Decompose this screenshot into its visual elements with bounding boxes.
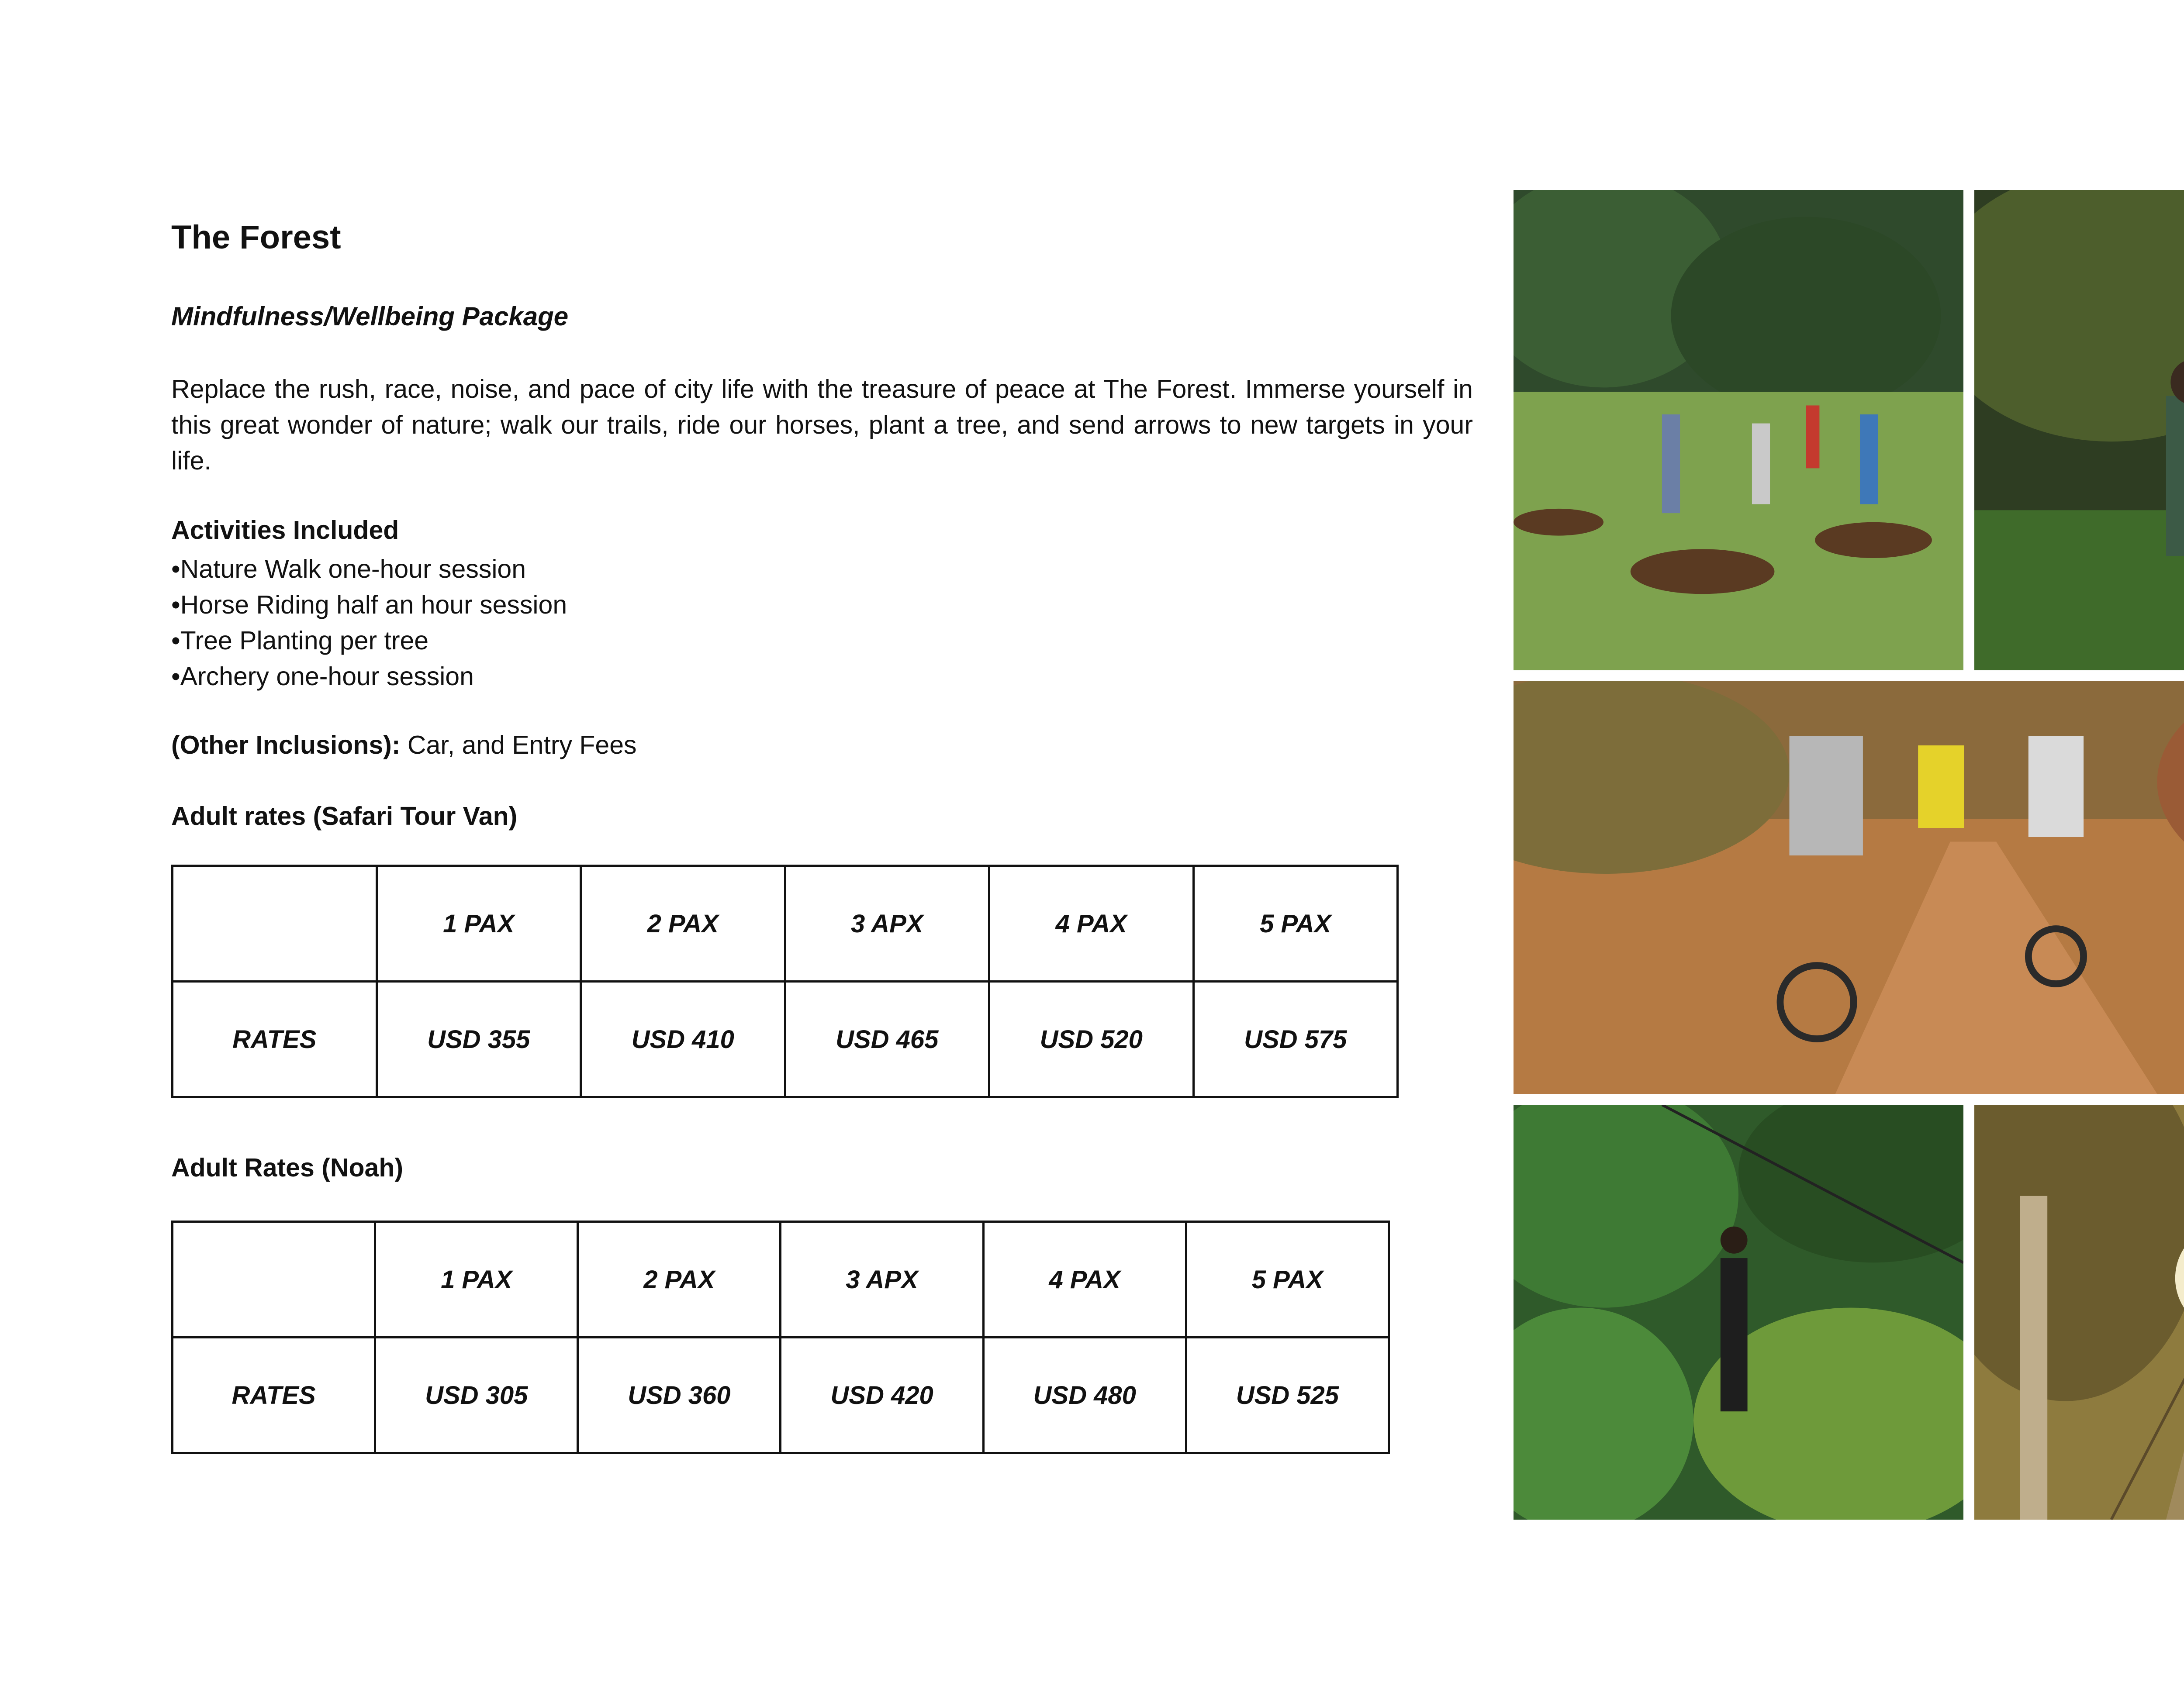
canopy-bridge-photo xyxy=(1974,1105,2184,1520)
table-header-row xyxy=(173,1222,1389,1338)
table-cell: USD 520 xyxy=(989,982,1194,1097)
table-cell: USD 465 xyxy=(785,982,989,1097)
other-inclusions-value: Car, and Entry Fees xyxy=(400,731,637,759)
list-item: •Archery one-hour session xyxy=(171,662,474,691)
table-cell: USD 355 xyxy=(377,982,581,1097)
table-row xyxy=(173,982,1398,1097)
table-cell: 3 APX xyxy=(781,1222,983,1338)
list-item: •Horse Riding half an hour session xyxy=(171,590,567,619)
table-cell: USD 525 xyxy=(1186,1338,1389,1453)
table-cell: 2 PAX xyxy=(578,1222,781,1338)
list-item: •Nature Walk one-hour session xyxy=(171,555,526,583)
table-cell: USD 360 xyxy=(578,1338,781,1453)
row-label: RATES xyxy=(173,982,377,1097)
cycling-photo xyxy=(1514,681,2184,1094)
intro-paragraph: Replace the rush, race, noise, and pace of city life with the treasure of peace at The Forest. Immerse yourself in this great wonder of nature; walk our trails, ride our horses, plant a tree, and send arrows to new targets in your life. xyxy=(171,375,1473,475)
zipline-photo xyxy=(1514,1105,1963,1520)
table-cell: USD 480 xyxy=(983,1338,1186,1453)
table-cell: 1 PAX xyxy=(375,1222,578,1338)
table-cell: USD 305 xyxy=(375,1338,578,1453)
table-header-row xyxy=(173,866,1398,982)
tree-planting-photo xyxy=(1514,190,1963,670)
table-cell: USD 410 xyxy=(581,982,785,1097)
noah-rates-heading: Adult Rates (Noah) xyxy=(171,1153,403,1182)
activities-heading: Activities Included xyxy=(171,516,399,545)
table-cell xyxy=(173,866,377,982)
table-cell: 1 PAX xyxy=(377,866,581,982)
table-cell: 4 PAX xyxy=(983,1222,1186,1338)
table-cell: USD 420 xyxy=(781,1338,983,1453)
van-rates-heading: Adult rates (Safari Tour Van) xyxy=(171,802,518,831)
page-title: The Forest xyxy=(171,219,341,256)
table-cell: 3 APX xyxy=(785,866,989,982)
activities-list xyxy=(171,551,567,694)
other-inclusions xyxy=(171,730,637,760)
package-subtitle: Mindfulness/Wellbeing Package xyxy=(171,302,569,331)
table-cell xyxy=(173,1222,375,1338)
table-cell: 2 PAX xyxy=(581,866,785,982)
table-row xyxy=(173,1338,1389,1453)
table-cell: USD 575 xyxy=(1193,982,1398,1097)
noah-rates-table xyxy=(171,1221,1390,1454)
van-rates-table xyxy=(171,865,1399,1098)
other-inclusions-label: (Other Inclusions): xyxy=(171,731,401,759)
table-cell: 5 PAX xyxy=(1186,1222,1389,1338)
forest-walk-photo xyxy=(1974,190,2184,670)
list-item: •Tree Planting per tree xyxy=(171,626,429,655)
table-cell: 4 PAX xyxy=(989,866,1194,982)
table-cell: 5 PAX xyxy=(1193,866,1398,982)
row-label: RATES xyxy=(173,1338,375,1453)
